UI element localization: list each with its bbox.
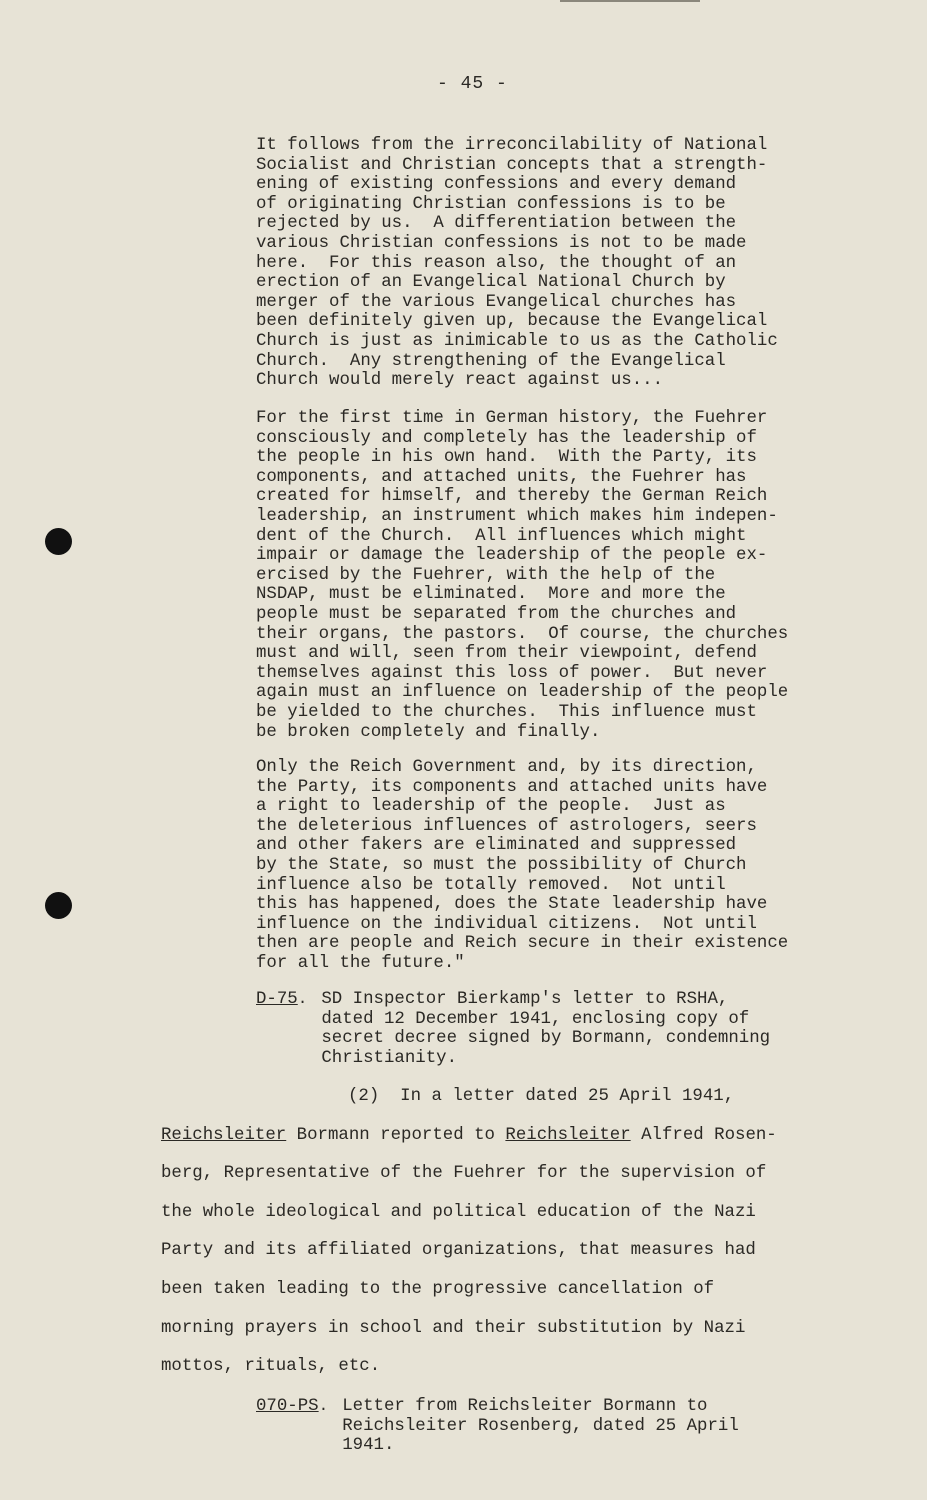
body-line: (2) In a letter dated 25 April 1941, — [348, 1087, 735, 1106]
text-line: again must an influence on leadership of the people — [256, 683, 789, 703]
quote-paragraph-1 — [256, 136, 856, 391]
text-line: erection of an Evangelical National Church by — [256, 273, 726, 293]
underlined-term: Reichsleiter — [505, 1125, 631, 1145]
body-line: mottos, rituals, etc. — [161, 1357, 381, 1377]
citation-text: Letter from Reichsleiter Bormann to Reichsleiter Rosenberg, dated 25 April 1941. — [342, 1397, 739, 1456]
text-line: ening of existing confessions and every demand — [256, 175, 737, 195]
quote-paragraph-3 — [256, 758, 856, 974]
body-line: morning prayers in school and their substitution by Nazi — [161, 1318, 746, 1338]
text-run: Alfred Rosen- — [630, 1125, 777, 1145]
text-line: Church is just as inimicable to us as the Catholic — [256, 331, 778, 351]
text-line: for all the future." — [256, 953, 465, 973]
text-line: ercised by the Fuehrer, with the help of the — [256, 565, 716, 585]
text-line: components, and attached units, the Fuehrer has — [256, 467, 747, 487]
body-line: the whole ideological and political education of the Nazi — [161, 1202, 756, 1222]
top-edge-rule — [560, 0, 700, 2]
body-line: berg, Representative of the Fuehrer for the supervision of — [161, 1164, 767, 1184]
text-line: created for himself, and thereby the German Reich — [256, 487, 768, 507]
body-paragraph — [161, 1087, 861, 1396]
body-line: Party and its affiliated organizations, that measures had — [161, 1241, 756, 1261]
body-line: been taken leading to the progressive cancellation of — [161, 1279, 715, 1299]
text-run: Bormann reported to — [286, 1125, 506, 1145]
text-line: of originating Christian confessions is to be — [256, 194, 726, 214]
text-line: For the first time in German history, the Fuehrer — [256, 409, 768, 428]
text-line: the Party, its components and attached units have — [256, 777, 768, 797]
text-line: dent of the Church. All influences which might — [256, 526, 747, 546]
citation-ref-punct: . — [297, 990, 308, 1008]
citation-ref-punct: . — [318, 1397, 329, 1415]
underlined-term: Reichsleiter — [161, 1125, 287, 1145]
text-line: a right to leadership of the people. Just as — [256, 797, 726, 817]
quote-paragraph-2 — [256, 409, 856, 742]
text-line: impair or damage the leadership of the people ex- — [256, 546, 768, 566]
text-line: influence on the individual citizens. Not until — [256, 914, 757, 934]
text-line: be broken completely and finally. — [256, 722, 601, 742]
text-line: the deleterious influences of astrologers, seers — [256, 816, 757, 836]
text-line: been definitely given up, because the Evangelical — [256, 312, 768, 332]
text-line: leadership, an instrument which makes him indepen- — [256, 506, 778, 526]
text-line: merger of the various Evangelical churches has — [256, 292, 737, 312]
text-line: NSDAP, must be eliminated. More and more the — [256, 585, 726, 605]
text-line: their organs, the pastors. Of course, the churches — [256, 624, 789, 644]
text-line: Socialist and Christian concepts that a strength- — [256, 155, 768, 175]
text-line: must and will, seen from their viewpoint, defend — [256, 644, 757, 664]
text-line: people must be separated from the churches and — [256, 604, 737, 624]
text-line: Church. Any strengthening of the Evangelical — [256, 351, 726, 371]
citation-ref: 070-PS — [256, 1397, 319, 1416]
text-line: by the State, so must the possibility of Church — [256, 855, 747, 875]
body-line — [161, 1126, 861, 1165]
text-line: various Christian confessions is not to be made — [256, 233, 747, 253]
citation-070-ps — [256, 1397, 739, 1456]
citation-ref: D-75 — [256, 990, 298, 1009]
text-line: themselves against this loss of power. But never — [256, 663, 768, 683]
punch-hole-icon — [45, 892, 72, 919]
text-line: be yielded to the churches. This influence must — [256, 702, 757, 722]
text-line: influence also be totally removed. Not until — [256, 875, 726, 895]
text-line: Church would merely react against us... — [256, 371, 664, 391]
citation-text: SD Inspector Bierkamp's letter to RSHA, dated 12 December 1941, enclosing copy of secret decree signed by Bormann, condemning Christianity. — [321, 990, 771, 1068]
text-line: the people in his own hand. With the Party, its — [256, 448, 757, 468]
text-line: It follows from the irreconcilability of National — [256, 136, 768, 155]
citation-ref-label — [256, 1397, 328, 1456]
text-line: consciously and completely has the leadership of — [256, 428, 757, 448]
punch-hole-icon — [45, 528, 72, 555]
citation-ref-label — [256, 990, 307, 1068]
text-line: and other fakers are eliminated and suppressed — [256, 836, 737, 856]
text-line: here. For this reason also, the thought of an — [256, 253, 737, 273]
page-number: - 45 - — [437, 74, 508, 94]
text-line: then are people and Reich secure in their existence — [256, 934, 789, 954]
text-line: Only the Reich Government and, by its direction, — [256, 758, 757, 777]
text-line: rejected by us. A differentiation between the — [256, 214, 737, 234]
text-line: this has happened, does the State leadership have — [256, 895, 768, 915]
citation-d-75 — [256, 990, 770, 1068]
